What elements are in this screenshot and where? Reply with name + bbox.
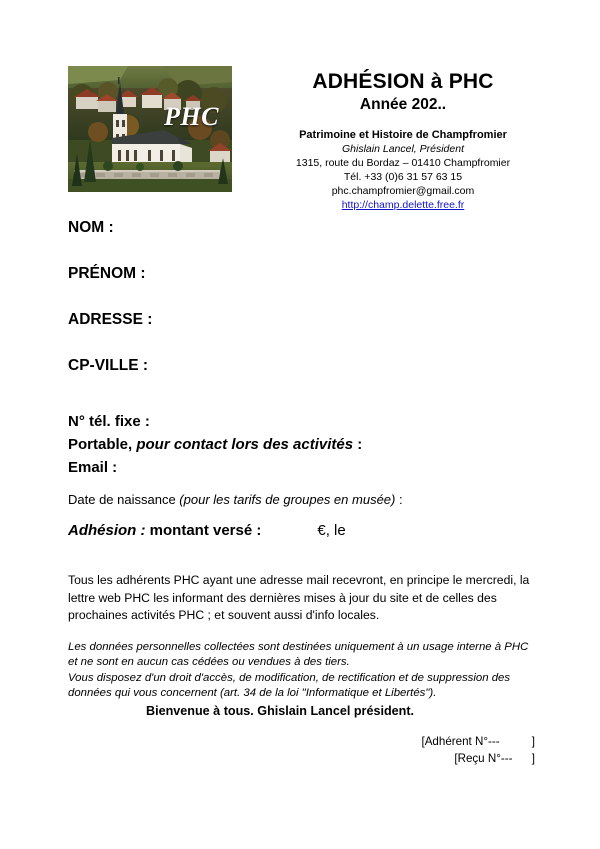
- organization-email: phc.champfromier@gmail.com: [331, 184, 475, 197]
- portable-note: pour contact lors des activités: [136, 436, 354, 453]
- reference-recu-number: [Reçu N°--- ]: [454, 752, 535, 765]
- field-label-email: Email :: [68, 459, 118, 476]
- organization-contact-block: [248, 128, 558, 212]
- photo-watermark-phc: PHC: [164, 102, 219, 131]
- organization-name: Patrimoine et Histoire de Champfromier: [299, 129, 507, 142]
- village-church-photo: [68, 66, 232, 192]
- privacy-notice-paragraph: [68, 640, 540, 701]
- page-title: ADHÉSION à PHC: [312, 70, 494, 93]
- field-label-date-naissance: [68, 491, 403, 509]
- portable-label: Portable,: [68, 436, 133, 453]
- birth-colon: :: [395, 492, 403, 507]
- newsletter-paragraph: Tous les adhérents PHC ayant une adresse mail recevront, en principe le mercredi, la lettre web PHC les informant des dernières mises à jour du site et de celles des prochaines activités PHC ; et souvent aussi d'info locales.: [68, 573, 530, 622]
- field-label-portable: [68, 433, 548, 456]
- montant-verse-label: montant versé :: [145, 522, 262, 539]
- organization-website-link[interactable]: http://champ.delette.free.fr: [341, 198, 465, 211]
- identity-fields-group: [68, 218, 548, 402]
- field-label-nom: NOM :: [68, 219, 114, 236]
- organization-address: 1315, route du Bordaz – 01410 Champfromier: [295, 156, 511, 169]
- page-subtitle-year: Année 202..: [359, 95, 447, 113]
- privacy-line-1: Les données personnelles collectées sont destinées uniquement à un usage interne à PHC et ne sont en aucun cas cédées ou vendues à des tiers.: [68, 641, 529, 669]
- document-header: [0, 0, 600, 211]
- field-label-adresse: ADRESSE :: [68, 311, 153, 328]
- privacy-line-2: Vous disposez d'un droit d'accès, de modification, de rectification et de suppression des données qui vous concernent (art. 34 de la loi "Informatique et Libertés").: [68, 671, 511, 699]
- field-label-prenom: PRÉNOM :: [68, 265, 146, 282]
- village-church-photo-graphic: [68, 66, 232, 192]
- adhesion-label: Adhésion :: [68, 522, 146, 539]
- currency-date-label: €, le: [317, 522, 346, 539]
- welcome-signature-line: Bienvenue à tous. Ghislain Lancel président.: [146, 704, 415, 718]
- field-label-telephone-fixe: N° tél. fixe :: [68, 413, 150, 430]
- field-label-cp-ville: CP-VILLE :: [68, 357, 149, 374]
- birth-note: (pour les tarifs de groupes en musée): [179, 492, 396, 507]
- header-text-block: [248, 70, 558, 213]
- field-label-adhesion-montant: [68, 521, 346, 541]
- reference-adherent-number: [Adhérent N°--- ]: [421, 735, 535, 748]
- organization-phone: Tél. +33 (0)6 31 57 63 15: [343, 170, 463, 183]
- portable-colon: :: [353, 436, 363, 453]
- organization-president: Ghislain Lancel, Président: [342, 142, 464, 155]
- birth-label: Date de naissance: [68, 492, 180, 507]
- contact-fields-group: [68, 410, 548, 479]
- reference-numbers-block: [300, 733, 535, 767]
